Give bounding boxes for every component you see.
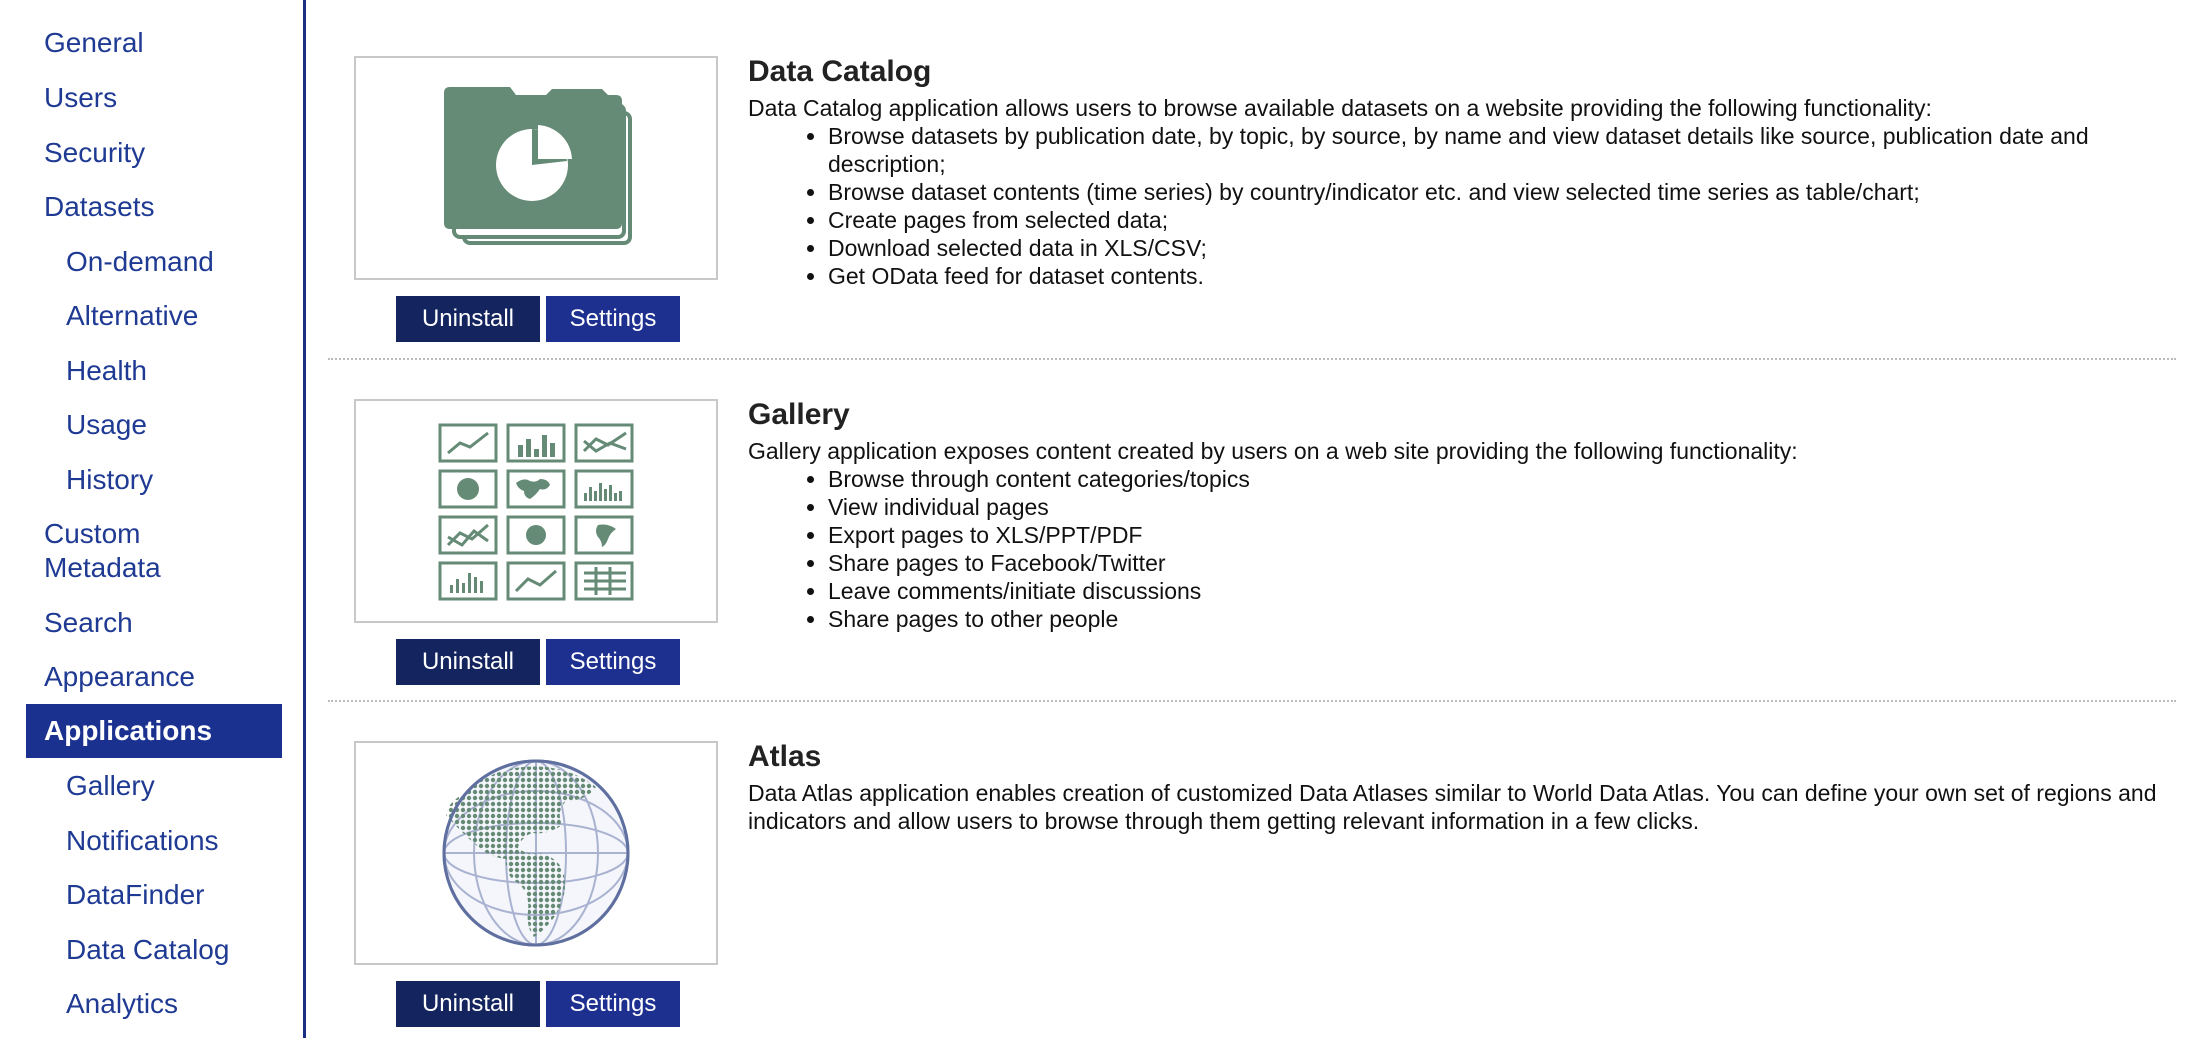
sidebar-item-history[interactable]: History bbox=[66, 464, 154, 495]
settings-button[interactable]: Settings bbox=[546, 639, 680, 685]
sidebar-item-custom-metadata-line2: Metadata bbox=[44, 552, 161, 583]
sidebar-item-alternative[interactable]: Alternative bbox=[66, 300, 199, 331]
sidebar-item-custom-metadata-line1: Custom bbox=[44, 518, 141, 549]
app-thumbnail bbox=[354, 741, 718, 965]
sidebar-item-health[interactable]: Health bbox=[66, 355, 147, 386]
uninstall-button[interactable]: Uninstall bbox=[396, 639, 540, 685]
app-description-text: Data Atlas application enables creation of customized Data Atlases similar to World Data Atlas. You can define your own set of regions and indicators and allow users to browse through them getting relevant information in a few clicks. bbox=[748, 780, 2157, 834]
sidebar-item-security[interactable]: Security bbox=[44, 137, 146, 168]
sidebar-item-appearance[interactable]: Appearance bbox=[44, 661, 196, 692]
uninstall-button[interactable]: Uninstall bbox=[396, 296, 540, 342]
list-item: • Download selected data in XLS/CSV; bbox=[828, 234, 2168, 262]
app-title: Atlas bbox=[748, 740, 822, 773]
app-description bbox=[748, 437, 2168, 633]
list-item: • Browse dataset contents (time series) by country/indicator etc. and view selected time series as table/chart; bbox=[828, 178, 2168, 206]
applications-list bbox=[306, 0, 2208, 1038]
app-description-text: Data Catalog application allows users to browse available datasets on a website providing the following functionality: bbox=[748, 95, 1932, 121]
list-item: • Create pages from selected data; bbox=[828, 206, 2168, 234]
feature-list bbox=[748, 465, 2168, 633]
sidebar-item-usage[interactable]: Usage bbox=[66, 409, 147, 440]
list-item: • Share pages to other people bbox=[828, 605, 2168, 633]
list-item: • Browse through content categories/topics bbox=[828, 465, 2168, 493]
uninstall-button[interactable]: Uninstall bbox=[396, 981, 540, 1027]
globe-icon bbox=[436, 753, 636, 953]
app-card-data-catalog bbox=[306, 0, 2208, 342]
sidebar-item-search[interactable]: Search bbox=[44, 607, 133, 638]
app-title: Gallery bbox=[748, 398, 850, 431]
sidebar-item-data-catalog[interactable]: Data Catalog bbox=[66, 934, 230, 965]
sidebar-item-applications[interactable]: Applications bbox=[26, 704, 282, 758]
app-description-text: Gallery application exposes content created by users on a web site providing the following functionality: bbox=[748, 438, 1798, 464]
sidebar-item-gallery[interactable]: Gallery bbox=[66, 770, 155, 801]
sidebar-item-datasets[interactable]: Datasets bbox=[44, 191, 155, 222]
settings-button[interactable]: Settings bbox=[546, 296, 680, 342]
app-card-gallery bbox=[306, 343, 2208, 685]
app-title: Data Catalog bbox=[748, 55, 932, 88]
sidebar-item-on-demand[interactable]: On-demand bbox=[66, 246, 214, 277]
sidebar-item-users[interactable]: Users bbox=[44, 82, 118, 113]
list-item: • Browse datasets by publication date, by topic, by source, by name and view dataset details like source, publication date and description; bbox=[828, 122, 2168, 178]
app-description bbox=[748, 94, 2168, 290]
app-thumbnail bbox=[354, 399, 718, 623]
list-item: • Leave comments/initiate discussions bbox=[828, 577, 2168, 605]
sidebar-item-general[interactable]: General bbox=[44, 27, 144, 58]
feature-list bbox=[748, 122, 2168, 290]
sidebar-item-custom-metadata[interactable] bbox=[44, 517, 161, 585]
list-item: • Export pages to XLS/PPT/PDF bbox=[828, 521, 2168, 549]
sidebar bbox=[0, 0, 306, 1038]
folder-pie-chart-icon bbox=[436, 83, 636, 253]
list-item: • Share pages to Facebook/Twitter bbox=[828, 549, 2168, 577]
settings-button[interactable]: Settings bbox=[546, 981, 680, 1027]
sidebar-item-datafinder[interactable]: DataFinder bbox=[66, 879, 205, 910]
app-thumbnail bbox=[354, 56, 718, 280]
sidebar-item-notifications[interactable]: Notifications bbox=[66, 825, 219, 856]
chart-gallery-grid-icon bbox=[436, 421, 636, 601]
app-card-atlas bbox=[306, 685, 2208, 1027]
list-item: • Get OData feed for dataset contents. bbox=[828, 262, 2168, 290]
list-item: • View individual pages bbox=[828, 493, 2168, 521]
app-description bbox=[748, 779, 2168, 835]
sidebar-item-analytics[interactable]: Analytics bbox=[66, 988, 179, 1019]
